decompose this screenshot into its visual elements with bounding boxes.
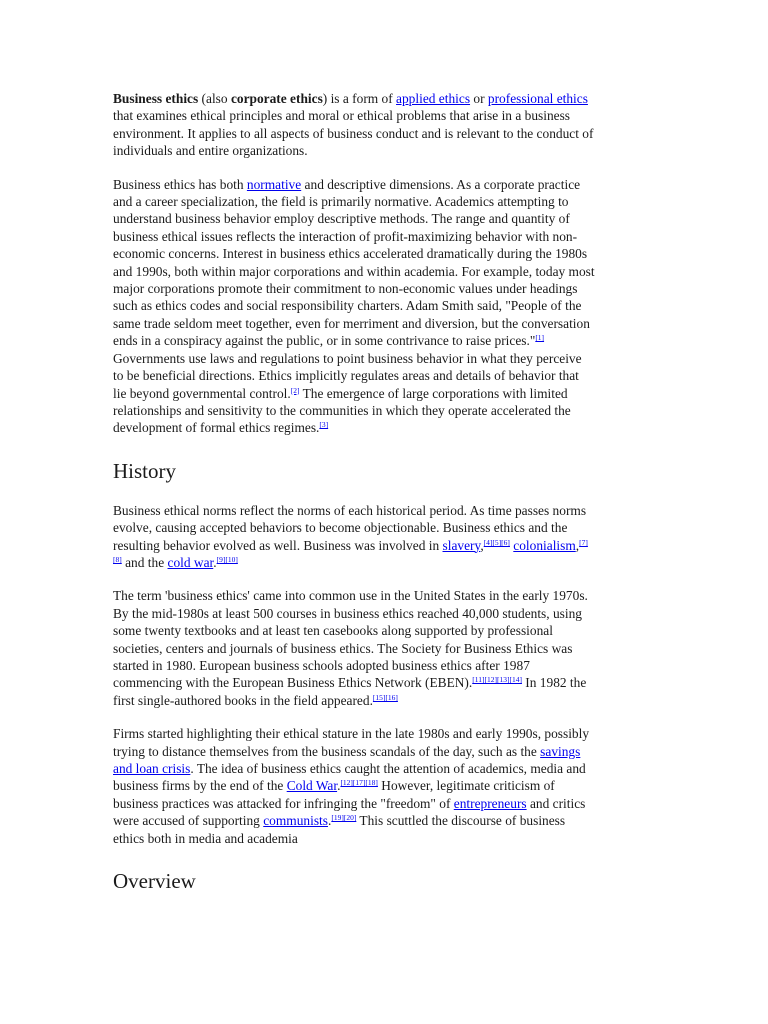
text: ) is a form of <box>322 91 397 106</box>
citation <box>472 675 522 684</box>
citation-link[interactable]: [19][20] <box>331 813 357 823</box>
text: or <box>470 91 488 106</box>
text: commencing with the European Business Ethics Network (EBEN). <box>113 675 473 691</box>
link-entrepreneurs[interactable]: entrepreneurs <box>453 795 527 811</box>
text: . <box>337 778 341 794</box>
text: , <box>480 537 484 553</box>
link-applied-ethics[interactable]: applied ethics <box>396 91 471 106</box>
text: The emergence of large corporations with limited <box>299 385 568 401</box>
text: , <box>575 537 580 553</box>
citation-link[interactable]: [9][10] <box>216 554 238 564</box>
section-heading-overview: Overview <box>113 869 196 894</box>
citation <box>319 420 328 429</box>
citation <box>535 333 544 342</box>
text: . <box>327 813 332 829</box>
text: Firms started highlighting their ethical stature in the late 1980s and early 1990s, possibly <box>113 726 590 742</box>
text: and the <box>121 554 168 570</box>
text: environment. It applies to all aspects of business conduct and is relevant to the conduct of <box>113 125 594 141</box>
text: relationships and sensitivity to the communities in which they operate accelerated the <box>113 402 571 418</box>
citation <box>484 538 510 547</box>
section-heading-history: History <box>113 458 176 483</box>
text: and 1990s, both within major corporations and within academia. For example, today most <box>113 263 595 279</box>
text: ends in a conspiracy against the public, or in some contrivance to raise prices." <box>113 333 536 349</box>
text: lie beyond governmental control. <box>113 385 291 401</box>
link-savings-and-loan-crisis[interactable]: and loan crisis <box>113 761 191 776</box>
text: Governments use laws and regulations to point business behavior in what they perceive <box>113 350 582 366</box>
citation-link[interactable]: [12][17][18] <box>340 778 378 788</box>
text: This scuttled the discourse of business <box>356 813 566 829</box>
intro-paragraph <box>113 90 658 160</box>
text: and descriptive dimensions. As a corporate practice <box>301 176 581 192</box>
text: . <box>213 554 217 570</box>
text: business ethical issues reflects the interaction of profit-maximizing behavior with non- <box>113 228 578 244</box>
text: individuals and entire organizations. <box>113 143 308 159</box>
link-cold-war[interactable]: Cold War <box>286 778 338 794</box>
text: evolve, causing accepted behaviors to become objectionable. Business ethics and the <box>113 520 568 536</box>
citation <box>579 538 588 547</box>
paragraph-history-firms <box>113 725 658 847</box>
link-communists[interactable]: communists <box>263 813 328 829</box>
text: The term 'business ethics' came into common use in the United States in the early 1970s. <box>113 588 588 604</box>
citation <box>373 693 398 702</box>
link-normative[interactable]: normative <box>246 176 302 192</box>
text: started in 1980. European business schools adopted business ethics after 1987 <box>113 657 530 673</box>
link-slavery[interactable]: slavery <box>442 537 481 553</box>
citation <box>291 386 300 395</box>
text: resulting behavior evolved as well. Business was involved in <box>113 537 443 553</box>
text: major corporations promote their commitment to non-economic values under headings <box>113 281 578 297</box>
text: By the mid-1980s at least 500 courses in business ethics reached 40,000 students, using <box>113 605 582 621</box>
citation-link[interactable]: [4][5][6] <box>483 537 510 547</box>
term-corporate-ethics: corporate ethics <box>230 91 323 106</box>
term-business-ethics: Business ethics <box>113 91 199 106</box>
text: economic concerns. Interest in business ethics accelerated dramatically during the 1980s <box>113 246 588 262</box>
text: business practices was attacked for infringing the "freedom" of <box>113 795 454 811</box>
text: that examines ethical principles and moral or ethical problems that arise in a business <box>113 108 571 124</box>
paragraph-history-term <box>113 587 658 709</box>
text: such as ethics codes and social responsibility charters. Adam Smith said, "People of the <box>113 298 582 314</box>
citation-link[interactable]: [1] <box>535 333 545 343</box>
text: (also <box>198 91 231 106</box>
citation <box>113 555 122 564</box>
text: In 1982 the <box>521 675 587 691</box>
link-professional-ethics[interactable]: professional ethics <box>487 91 588 106</box>
text: to be beneficial directions. Ethics implicitly regulates areas and details of behavior that <box>113 368 579 384</box>
text: development of formal ethics regimes. <box>113 420 320 436</box>
text: ethics both in media and academia <box>113 830 298 846</box>
text: . The idea of business ethics caught the attention of academics, media and <box>190 761 586 776</box>
citation-link[interactable]: [8] <box>113 554 122 564</box>
article-body <box>113 90 658 912</box>
text: Business ethics has both <box>113 176 247 192</box>
link-savings-and-loan-crisis[interactable]: savings <box>540 743 581 759</box>
text: same trade seldom meet together, even for merriment and diversion, but the conversation <box>113 315 590 331</box>
text: and critics <box>526 795 586 811</box>
text: societies, centers and journals of business ethics. The Society for Business Ethics was <box>113 640 573 656</box>
citation-link[interactable]: [3] <box>319 420 329 430</box>
paragraph-dimensions <box>113 176 658 437</box>
text: However, legitimate criticism of <box>377 778 555 794</box>
text: trying to distance themselves from the business scandals of the day, such as the <box>113 743 541 759</box>
link-cold-war[interactable]: cold war <box>167 554 214 570</box>
citation <box>331 813 356 822</box>
citation-link[interactable]: [7] <box>579 537 588 547</box>
text: some twenty textbooks and at least ten casebooks along supported by professional <box>113 623 553 639</box>
text: first single-authored books in the field appeared. <box>113 692 373 708</box>
link-colonialism[interactable]: colonialism <box>513 537 576 553</box>
text: and a career specialization, the field is primarily normative. Academics attempting to <box>113 194 569 210</box>
citation-link[interactable]: [15][16] <box>372 692 398 702</box>
text: business firms by the end of the <box>113 778 287 794</box>
text: Business ethical norms reflect the norms of each historical period. As time passes norms <box>113 502 587 518</box>
text: understand business behavior employ descriptive methods. The range and quantity of <box>113 211 570 227</box>
text: were accused of supporting <box>113 813 264 829</box>
citation-link[interactable]: [2] <box>290 385 300 395</box>
citation-link[interactable]: [11][12][13][14] <box>472 675 522 685</box>
citation <box>340 778 378 787</box>
paragraph-history-norms <box>113 502 658 572</box>
citation <box>217 555 238 564</box>
